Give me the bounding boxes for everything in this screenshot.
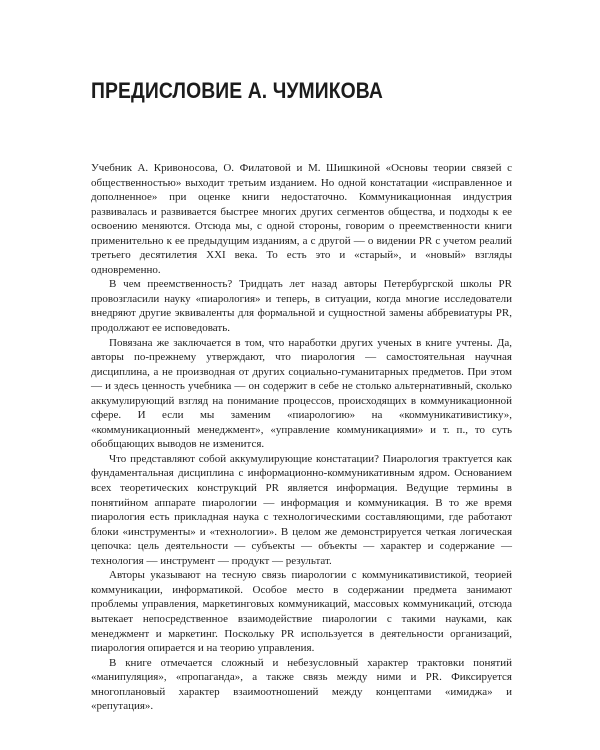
paragraph: Повязана же заключается в том, что наработки других ученых в книге учтены. Да, авторы по-прежнему утверждают, что пиарология — самостоятельная научная дисциплина, а не производная от других социально-гуманитарных предметов. При этом — и здесь ценность учебника — он содержит в себе не столько альтернативный, сколько аккумулирующий взгляд на понимание процессов, происходящих в коммуникационной сфере. И если мы заменим «пиарологию» на «коммуникативистику», «коммуникационный менеджмент», «управление коммуникациями» и т. п., то суть обобщающих выводов не изменится. (91, 336, 512, 451)
body-text (91, 161, 512, 714)
paragraph: Что представляют собой аккумулирующие констатации? Пиарология трактуется как фундаментальная дисциплина с информационно-коммуникативным ядром. Основанием всех теоретических конструкций PR является информация. Ведущие термины в понятийном аппарате пиарологии — информация и коммуникация. В то же время пиарология есть прикладная наука с технологическими составляющими, где работают блоки «инструменты» и «технологии». В целом же демонстрируется четкая логическая цепочка: цель деятельности — субъекты — объекты — характер и содержание — технология — инструмент — продукт — результат. (91, 452, 512, 567)
paragraph: В чем преемственность? Тридцать лет назад авторы Петербургской школы PR провозгласили науку «пиарология» и теперь, в ситуации, когда многие исследователи внедряют другие эквиваленты для формальной и сущностной замены аббревиатуры PR, продолжают ее исповедовать. (91, 278, 512, 335)
paragraph: В книге отмечается сложный и небезусловный характер трактовки понятий «манипуляция», «пропаганда», а также связь между ними и PR. Фиксируется многоплановый характер взаимоотношений между концептами «имиджа» и «репутация». (91, 656, 512, 713)
chapter-title: ПРЕДИСЛОВИЕ А. ЧУМИКОВА (91, 78, 383, 103)
paragraph: Учебник А. Кривоносова, О. Филатовой и М. Шишкиной «Основы теории связей с общественностью» выходит третьим изданием. Но одной констатации «исправленное и дополненное» при оценке книги недостаточно. Коммуникационная индустрия развивалась и развивается быстрее многих других сегментов общества, и подходы к ее освоению меняются. Отсюда мы, с одной стороны, говорим о преемственности книги применительно к ее предыдущим изданиям, а с другой — о видении PR с учетом реалий третьего десятилетия XXI века. То есть это и «старый», и «новый» взгляды одновременно. (91, 162, 512, 276)
paragraph: Авторы указывают на тесную связь пиарологии с коммуникативистикой, теорией коммуникации, информатикой. Особое место в содержании предмета занимают проблемы управления, маркетинговых коммуникаций, массовых коммуникаций, отсюда вытекает непосредственное взаимодействие пиарологии с такими науками, как менеджмент и маркетинг. Поскольку PR используется в деятельности организаций, пиарология опирается и на теорию управления. (91, 569, 512, 655)
